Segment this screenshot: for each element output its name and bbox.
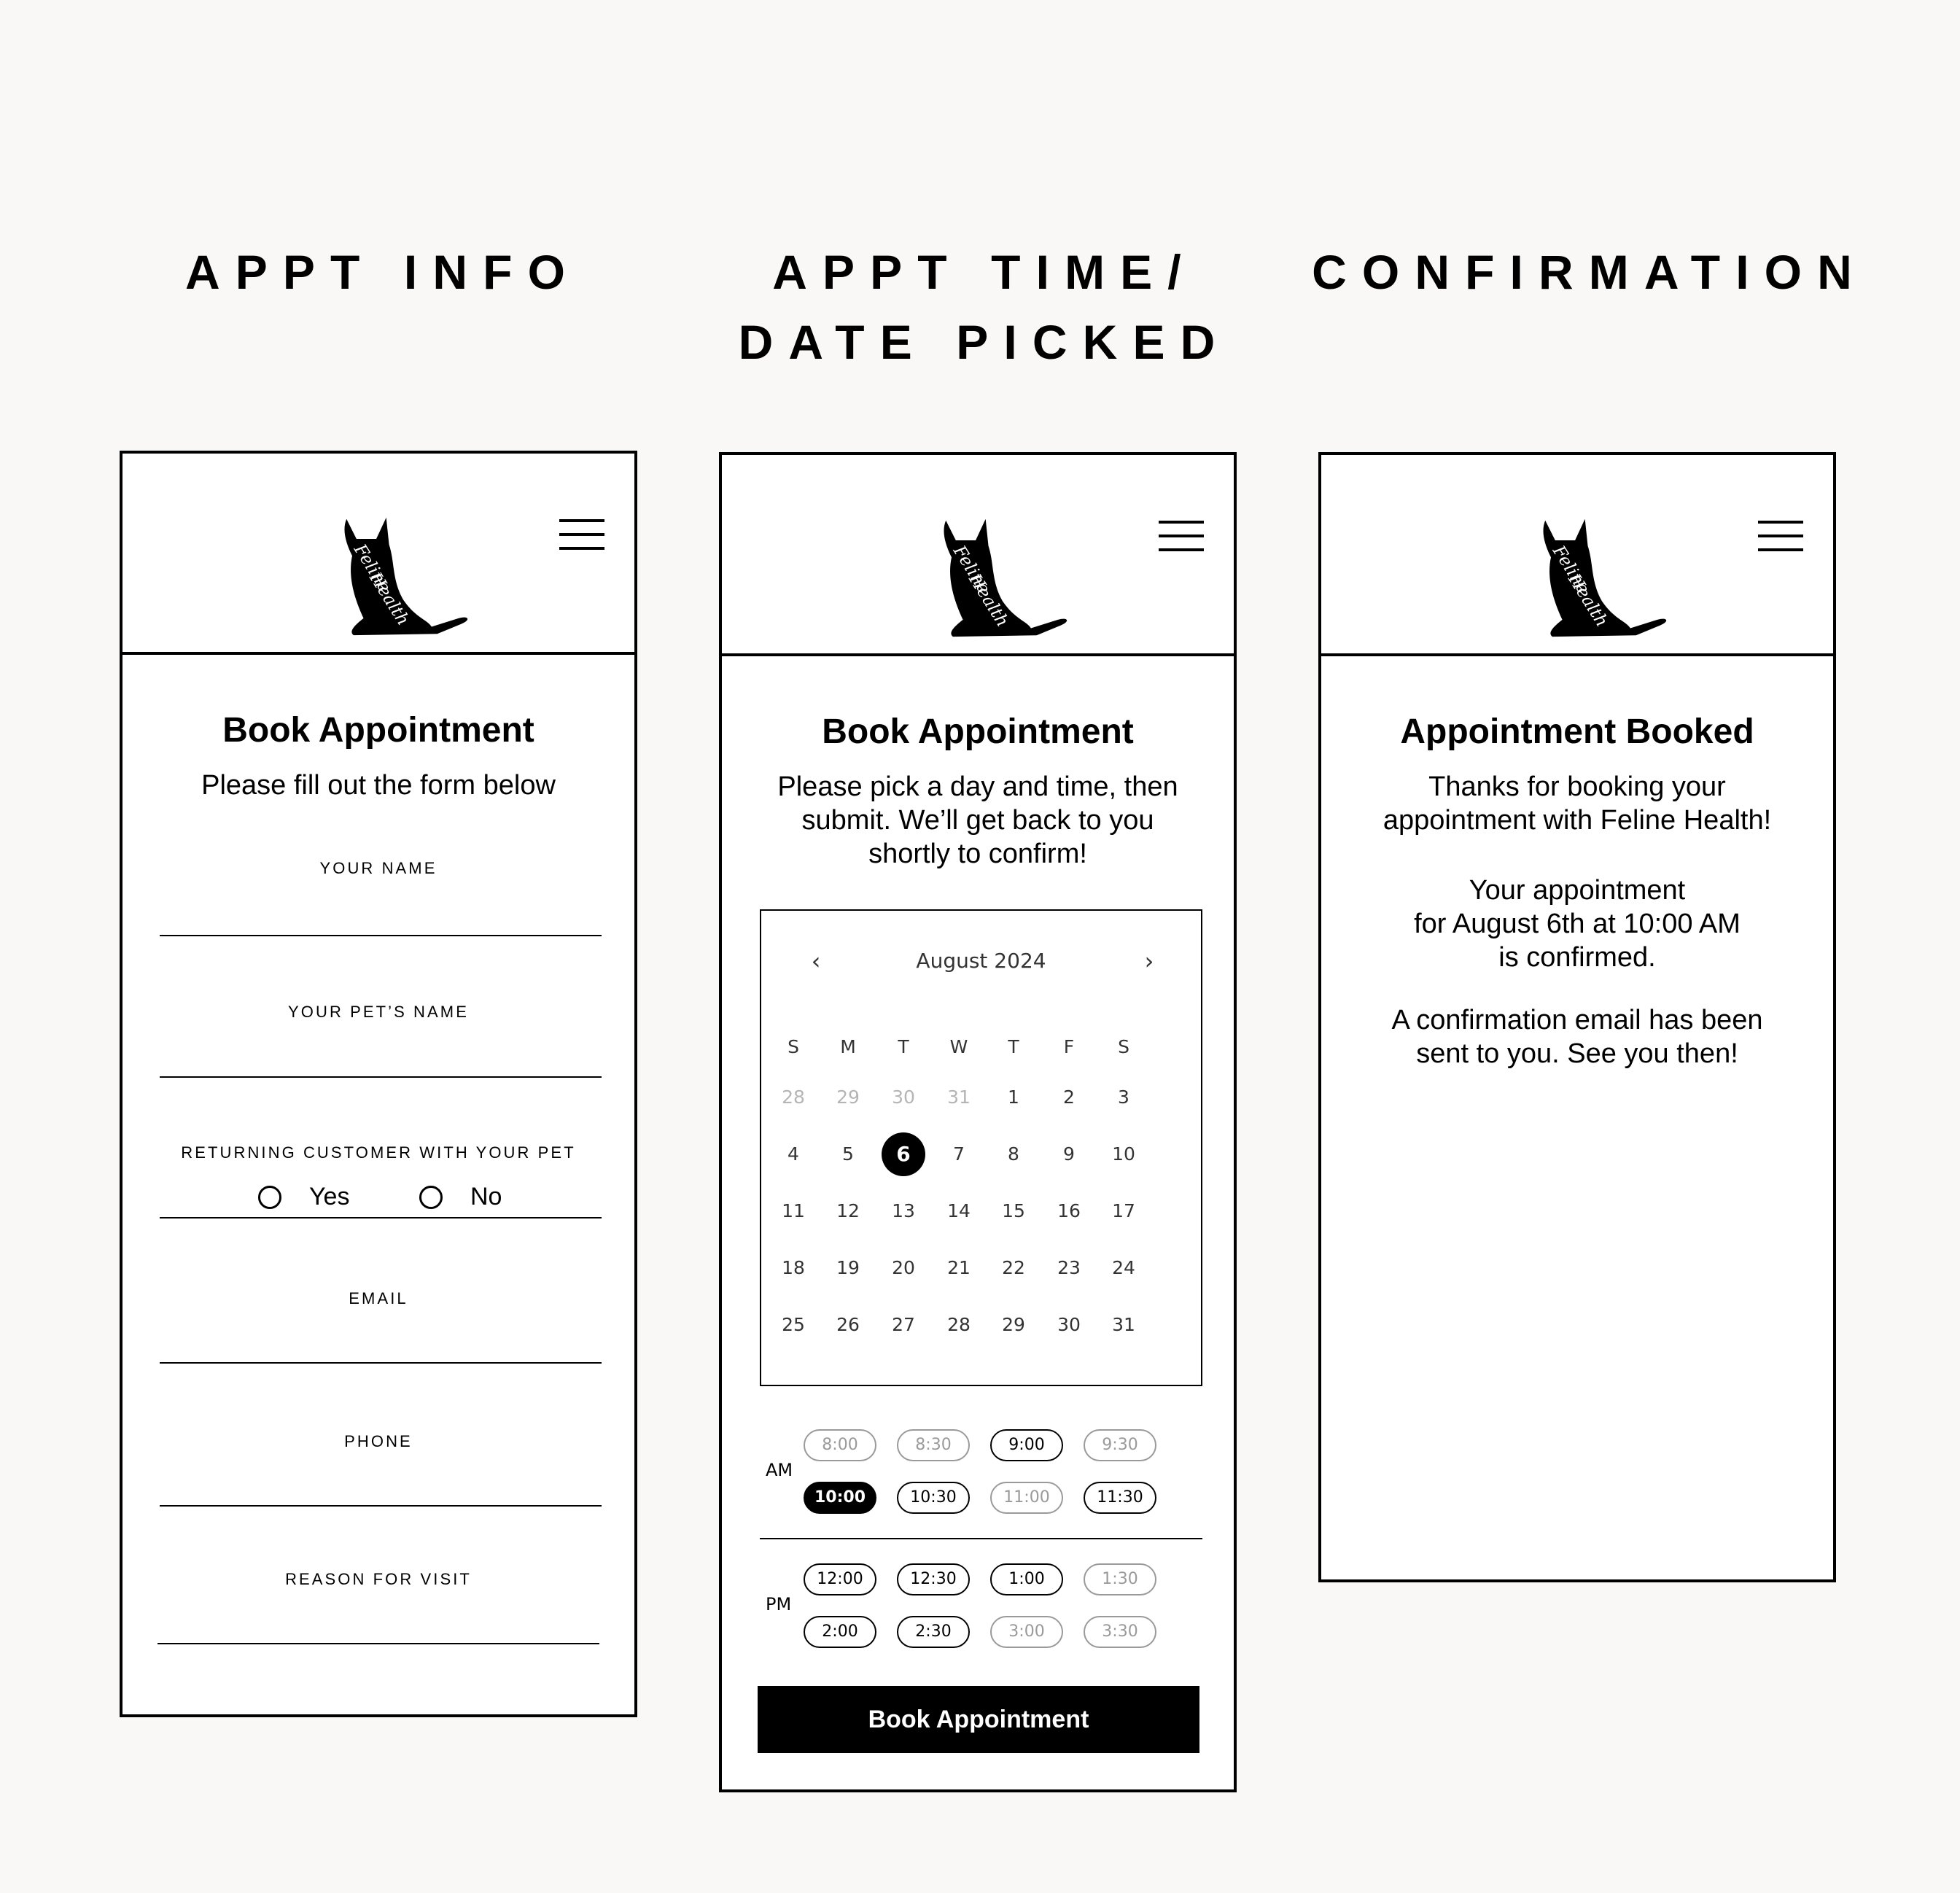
calendar-day[interactable]: 23: [1057, 1257, 1081, 1278]
calendar: [760, 909, 1202, 1386]
phone-field-label: PHONE: [344, 1432, 413, 1450]
column-title-appt-time-date: [718, 237, 1251, 377]
email-confirmation-note: A confirmation email has been sent to you. See you then!: [1391, 1005, 1763, 1069]
am-pm-divider: [760, 1538, 1202, 1539]
radio-circle-icon: [419, 1186, 443, 1209]
hamburger-menu-icon[interactable]: [559, 519, 604, 551]
chevron-right-icon[interactable]: ›: [1144, 947, 1154, 975]
calendar-day: 29: [836, 1087, 860, 1108]
time-slot[interactable]: 9:00: [990, 1429, 1063, 1461]
calendar-day[interactable]: 30: [1057, 1314, 1081, 1335]
calendar-day[interactable]: 24: [1112, 1257, 1135, 1278]
calendar-day[interactable]: 17: [1112, 1200, 1135, 1221]
pm-label: PM: [766, 1594, 792, 1614]
app-header: [1321, 455, 1833, 656]
app-header: [122, 454, 634, 655]
calendar-day[interactable]: 1: [1008, 1087, 1019, 1108]
time-slot[interactable]: 12:00: [804, 1563, 876, 1595]
page-title: Book Appointment: [222, 711, 534, 750]
phone-screen-appt-time-date: [719, 452, 1237, 1792]
cat-silhouette-logo-icon: [930, 513, 1076, 641]
calendar-day: 31: [947, 1087, 971, 1108]
weekday-header: F: [1063, 1036, 1075, 1057]
weekday-header: W: [949, 1036, 968, 1057]
calendar-day: 28: [782, 1087, 805, 1108]
time-slot: 8:00: [804, 1429, 876, 1461]
radio-yes[interactable]: [258, 1183, 349, 1211]
calendar-day[interactable]: 18: [782, 1257, 805, 1278]
email-field-label: EMAIL: [349, 1289, 408, 1307]
time-slot[interactable]: 1:00: [990, 1563, 1063, 1595]
calendar-day[interactable]: 16: [1057, 1200, 1081, 1221]
phone-screen-appt-info: [120, 451, 637, 1717]
pet-name-field-label: YOUR PET’S NAME: [288, 1003, 469, 1021]
page-subtitle: Please pick a day and time, then submit. We’ll get back to you shortly to confirm!: [777, 771, 1178, 869]
column-title-line-1: APPT TIME/: [772, 245, 1197, 299]
time-slot-selected[interactable]: 10:00: [804, 1482, 876, 1514]
weekday-header: S: [1118, 1036, 1129, 1057]
calendar-day[interactable]: 8: [1008, 1143, 1019, 1165]
pet-name-field[interactable]: [160, 1076, 602, 1078]
time-slot: 8:30: [897, 1429, 970, 1461]
name-field[interactable]: [160, 935, 602, 936]
calendar-day[interactable]: 19: [836, 1257, 860, 1278]
book-appointment-button[interactable]: Book Appointment: [758, 1686, 1199, 1753]
time-slot: 9:30: [1084, 1429, 1156, 1461]
email-field[interactable]: [160, 1362, 602, 1364]
calendar-day[interactable]: 14: [947, 1200, 971, 1221]
calendar-month-label: August 2024: [916, 949, 1046, 973]
calendar-day[interactable]: 9: [1063, 1143, 1075, 1165]
radio-no-label: No: [470, 1183, 502, 1210]
time-slot[interactable]: 2:00: [804, 1616, 876, 1648]
phone-field[interactable]: [160, 1505, 602, 1507]
calendar-day: 30: [892, 1087, 915, 1108]
radio-circle-icon: [258, 1186, 281, 1209]
chevron-left-icon[interactable]: ‹: [811, 947, 821, 975]
calendar-day[interactable]: 29: [1002, 1314, 1025, 1335]
weekday-header: S: [788, 1036, 799, 1057]
page-title: Book Appointment: [822, 712, 1134, 751]
calendar-day[interactable]: 3: [1118, 1087, 1129, 1108]
calendar-day[interactable]: 28: [947, 1314, 971, 1335]
weekday-header: T: [1008, 1036, 1019, 1057]
calendar-day[interactable]: 7: [953, 1143, 965, 1165]
calendar-day[interactable]: 25: [782, 1314, 805, 1335]
calendar-day[interactable]: 31: [1112, 1314, 1135, 1335]
column-title-confirmation: CONFIRMATION: [1312, 245, 1867, 299]
calendar-day[interactable]: 13: [892, 1200, 915, 1221]
am-label: AM: [766, 1460, 793, 1480]
time-slot[interactable]: 2:30: [897, 1616, 970, 1648]
returning-customer-label: RETURNING CUSTOMER WITH YOUR PET: [181, 1143, 576, 1162]
calendar-day[interactable]: 26: [836, 1314, 860, 1335]
hamburger-menu-icon[interactable]: [1159, 521, 1204, 553]
time-slot: 3:30: [1084, 1616, 1156, 1648]
returning-customer-field: [160, 1217, 602, 1218]
time-slot[interactable]: 12:30: [897, 1563, 970, 1595]
cat-silhouette-logo-icon: [1529, 513, 1675, 641]
phone-screen-confirmation: [1318, 452, 1836, 1582]
weekday-header: T: [898, 1036, 909, 1057]
time-slot: 1:30: [1084, 1563, 1156, 1595]
weekday-header: M: [840, 1036, 856, 1057]
cat-silhouette-logo-icon: [330, 512, 476, 640]
page-subtitle: Please fill out the form below: [201, 770, 556, 801]
radio-yes-label: Yes: [309, 1183, 350, 1210]
reason-field[interactable]: [158, 1643, 599, 1644]
column-title-appt-info: APPT INFO: [184, 245, 581, 299]
radio-no[interactable]: [419, 1183, 502, 1211]
time-slot[interactable]: 11:30: [1084, 1482, 1156, 1514]
name-field-label: YOUR NAME: [319, 859, 438, 877]
thanks-message: Thanks for booking your appointment with Feline Health!: [1382, 771, 1772, 836]
calendar-day[interactable]: 4: [788, 1143, 799, 1165]
app-header: [722, 455, 1234, 656]
calendar-day[interactable]: 21: [947, 1257, 971, 1278]
page-title: Appointment Booked: [1400, 712, 1754, 751]
calendar-day[interactable]: 2: [1063, 1087, 1075, 1108]
time-slot: 3:00: [990, 1616, 1063, 1648]
appointment-details: Your appointment for August 6th at 10:00 AM is confirmed.: [1414, 875, 1741, 973]
hamburger-menu-icon[interactable]: [1758, 521, 1803, 553]
calendar-day-selected[interactable]: 6: [882, 1132, 925, 1176]
calendar-day[interactable]: 27: [892, 1314, 915, 1335]
calendar-day[interactable]: 10: [1112, 1143, 1135, 1165]
calendar-day[interactable]: 12: [836, 1200, 860, 1221]
time-slot: 11:00: [990, 1482, 1063, 1514]
time-slot[interactable]: 10:30: [897, 1482, 970, 1514]
calendar-day[interactable]: 11: [782, 1200, 805, 1221]
calendar-day[interactable]: 5: [842, 1143, 854, 1165]
calendar-day[interactable]: 20: [892, 1257, 915, 1278]
calendar-day[interactable]: 15: [1002, 1200, 1025, 1221]
reason-field-label: REASON FOR VISIT: [285, 1570, 472, 1588]
calendar-day[interactable]: 22: [1002, 1257, 1025, 1278]
column-title-line-2: DATE PICKED: [738, 315, 1231, 369]
